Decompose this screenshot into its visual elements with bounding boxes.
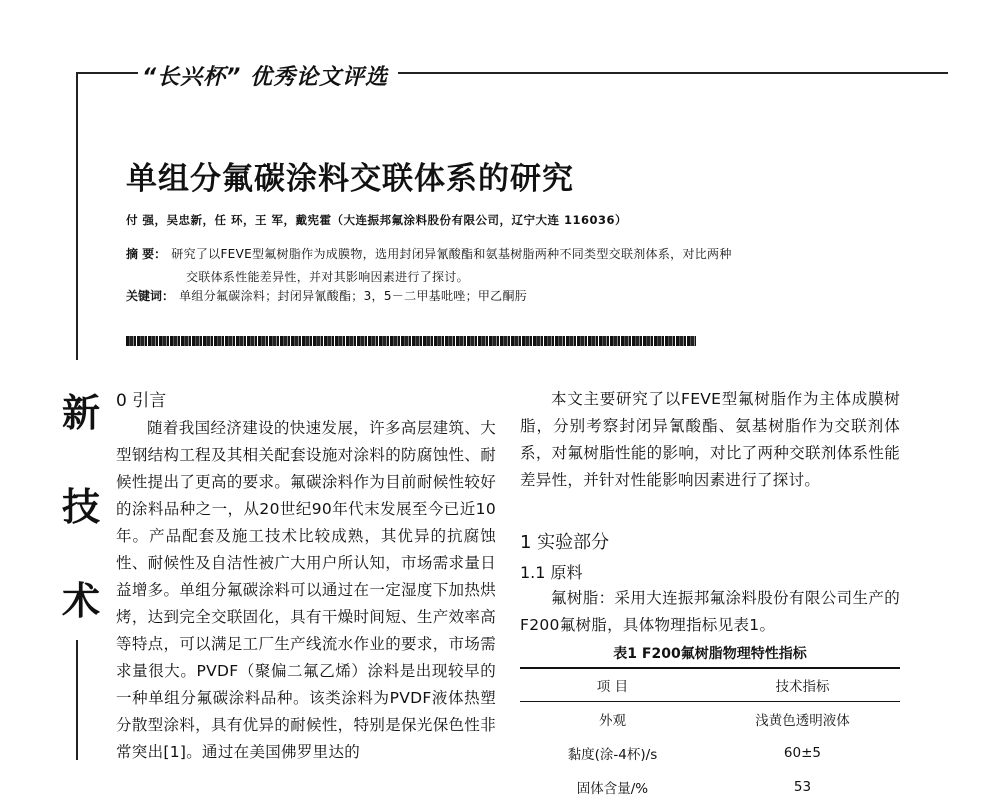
intro-paragraph: 随着我国经济建设的快速发展，许多高层建筑、大型钢结构工程及其相关配套设施对涂料的防腐蚀性、耐候性提出了更高的要求。氟碳涂料作为目前耐候性较好的涂料品种之一，从20世纪90年代末发展至今已近10年。产品配套及施工技术比较成熟，其优异的抗腐蚀性、耐候性及自洁性被广大用户所认知，市场需求量日益增多。单组分氟碳涂料可以通过在一定湿度下加热烘烤，达到完全交联固化，具有干燥时间短、生产效率高等特点，可以满足工厂生产线流水作业的要求，市场需求量很大。PVDF（聚偏二氟乙烯）涂料是出现较早的一种单组分氟碳涂料品种。该类涂料为PVDF液体热塑分散型涂料，具有优异的耐候性，特别是保光保色性非常突出[1]。通过在美国佛罗里达的 (116, 419, 496, 761)
table-cell: 53 (793, 779, 812, 795)
table-cell: 固体含量/% (576, 781, 649, 797)
keywords-text: 单组分氟碳涂料；封闭异氰酸酯；3，5－二甲基吡唑；甲乙酮肟 (179, 289, 528, 303)
table-header-row (520, 668, 900, 702)
properties-table (520, 667, 900, 804)
abstract (126, 242, 846, 288)
header-rule-right (398, 72, 948, 74)
table-title: 表1 F200氟树脂物理特性指标 (613, 646, 807, 662)
intro-heading: 0 引言 (116, 391, 167, 411)
table-cell: 外观 (598, 713, 626, 729)
series-header: “长兴杯” 优秀论文评选 (138, 60, 392, 91)
abstract-line-1: 研究了以FEVE型氟树脂作为成膜物，选用封闭异氰酸酯和氨基树脂两种不同类型交联剂体系，对比两种 (171, 247, 732, 261)
frame-left-bottom (76, 640, 78, 760)
right-column (520, 386, 900, 804)
table-cell: 浅黄色透明液体 (755, 713, 850, 729)
table-header-spec: 技术指标 (705, 668, 900, 702)
table-row (520, 770, 900, 804)
paper-title: 单组分氟碳涂料交联体系的研究 (126, 161, 574, 197)
section-heading-1-1: 1.1 原料 (520, 563, 583, 582)
side-char-3: 术 (62, 579, 101, 623)
keywords-label: 关键词： (126, 289, 175, 303)
table-header-item: 项 目 (520, 668, 705, 702)
table-row (520, 702, 900, 737)
table-row (520, 736, 900, 770)
left-column (116, 386, 496, 766)
side-char-1: 新 (62, 391, 101, 435)
side-char-2: 技 (62, 485, 101, 529)
table-cell: 60±5 (783, 745, 821, 761)
abstract-line-2: 交联体系性能差异性，并对其影响因素进行了探讨。 (186, 270, 469, 284)
header-rule-left (76, 72, 138, 74)
keywords (126, 285, 527, 304)
decorative-divider-bar (126, 336, 696, 346)
table-cell: 黏度(涂-4杯)/s (567, 747, 658, 763)
material-paragraph: 氟树脂：采用大连振邦氟涂料股份有限公司生产的F200氟树脂，具体物理指标见表1。 (520, 589, 900, 634)
intro-summary: 本文主要研究了以FEVE型氟树脂作为主体成膜树脂，分别考察封闭异氰酸酯、氨基树脂作为交联剂体系，对氟树脂性能的影响，对比了两种交联剂体系性能差异性，并针对性能影响因素进行了探讨。 (520, 390, 900, 489)
author-line: 付 强，吴忠新，任 环，王 军，戴宪霍（大连振邦氟涂料股份有限公司，辽宁大连 116036） (126, 213, 628, 227)
frame-left-top (76, 72, 78, 360)
section-heading-1: 1 实验部分 (520, 532, 610, 553)
abstract-label: 摘 要： (126, 247, 167, 261)
